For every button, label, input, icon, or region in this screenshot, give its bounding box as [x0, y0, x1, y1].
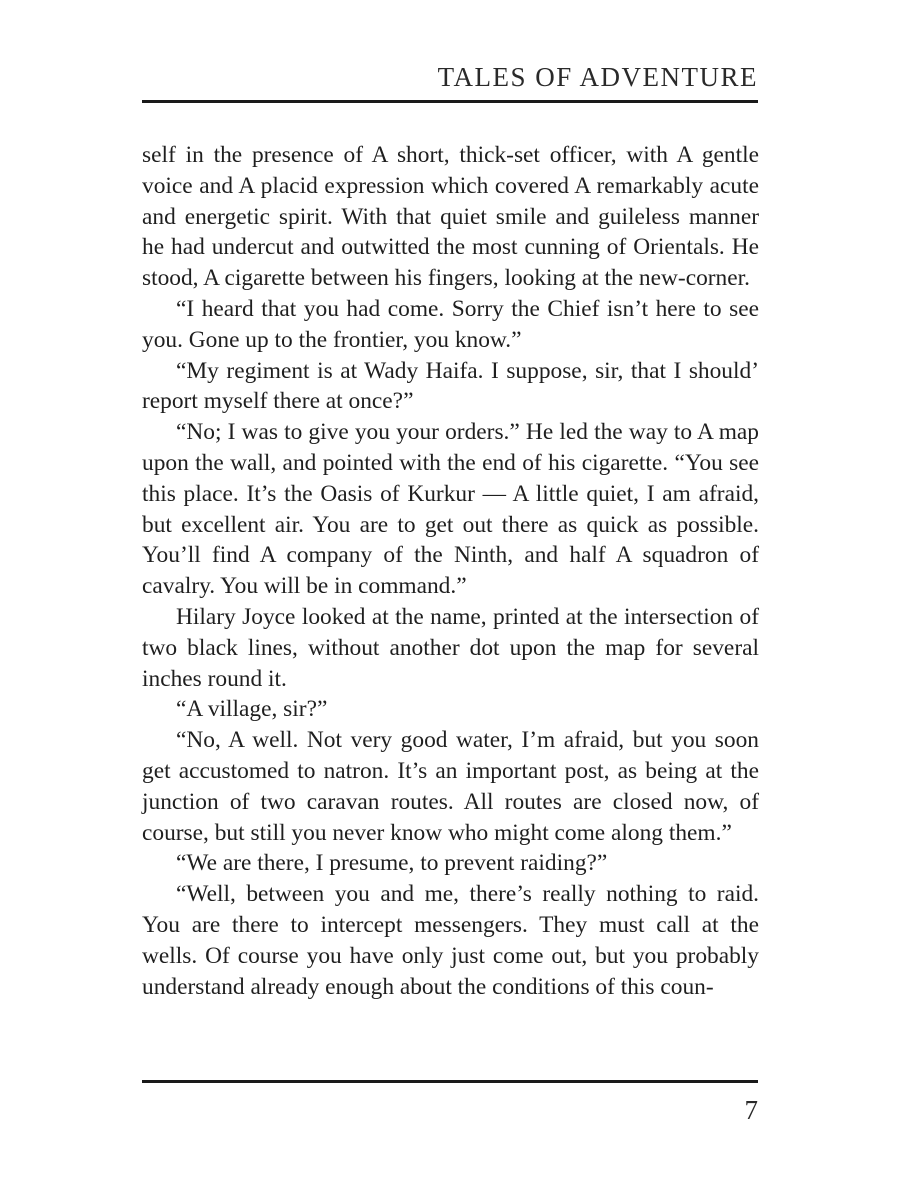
paragraph: self in the presence of A short, thick-set officer, with A gentle voice and A placid expression which covered A remarkably acute and energetic spirit. With that quiet smile and guileless manner he had undercut and outwitted the most cunning of Orientals. He stood, A cigarette between his fingers, looking at the new-corner.: [142, 142, 759, 292]
text-block: [142, 140, 759, 1002]
running-head: TALES OF ADVENTURE: [437, 62, 758, 92]
paragraph: “A village, sir?”: [176, 696, 328, 723]
paragraph: “No; I was to give you your orders.” He led the way to A map upon the wall, and pointed with the end of his cigarette. “You see this place. It’s the Oasis of Kurkur — A little quiet, I am afraid, but excellent air. You are to get out there as quick as possible. You’ll find A company of the Ninth, and half A squadron of cavalry. You will be in command.”: [142, 419, 759, 600]
header-rule: [142, 100, 758, 103]
paragraph: “Well, between you and me, there’s really nothing to raid. You are there to intercept messengers. They must call at the wells. Of course you have only just come out, but you probably understand already enough about the conditions of this coun-: [142, 881, 759, 1000]
paragraph: “We are there, I presume, to prevent raiding?”: [176, 850, 608, 877]
paragraph: “My regiment is at Wady Haifa. I suppose, sir, that I should’ report myself there at once?”: [142, 357, 759, 415]
paragraph: Hilary Joyce looked at the name, printed at the intersection of two black lines, without another dot upon the map for several inches round it.: [142, 603, 759, 692]
paragraph: “No, A well. Not very good water, I’m afraid, but you soon get accustomed to natron. It’s an important post, as being at the junction of two caravan routes. All routes are closed now, of course, but still you never know who might come along them.”: [142, 727, 759, 846]
footer-rule: [142, 1080, 758, 1083]
page-number: 7: [744, 1095, 758, 1125]
paragraph: “I heard that you had come. Sorry the Chief isn’t here to see you. Gone up to the frontier, you know.”: [142, 295, 759, 353]
